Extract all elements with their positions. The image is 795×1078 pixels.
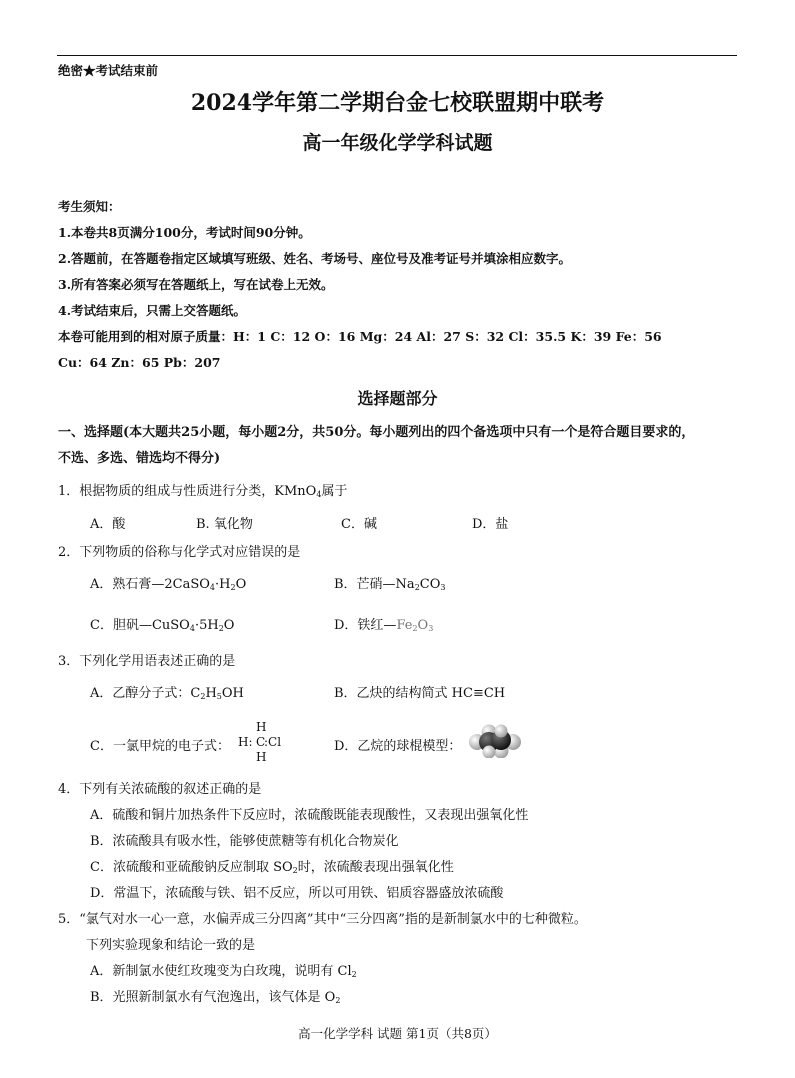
question-3-stem: 3．下列化学用语表述正确的是: [58, 654, 236, 669]
lewis-h-left: H:: [238, 735, 253, 749]
note-item-4: 4.考试结束后，只需上交答题纸。: [58, 303, 247, 318]
q2-option-d: D．铁红$—Fe_2O_3$: [334, 618, 434, 633]
top-rule: [57, 55, 737, 56]
note-item-3: 3.所有答案必须写在答题纸上，写在试卷上无效。: [58, 277, 334, 292]
section-instruction-2: 不选、多选、错选均不得分): [58, 451, 221, 466]
q2-option-a: A．熟石膏$—2CaSO_4\cdot H_2O$: [90, 577, 247, 592]
question-2-stem: 2．下列物质的俗称与化学式对应错误的是: [58, 545, 301, 560]
atomic-mass-line-1: 本卷可能用到的相对原子质量：H：1 C：12 O：16 Mg：24 Al：27 S：32 Cl：35.5 K：39 Fe：56: [58, 329, 662, 344]
ethane-ball-model-image: [467, 724, 523, 758]
notes-heading: 考生须知：: [58, 199, 121, 214]
lewis-cl-right: :Cl: [264, 735, 282, 749]
lewis-c-center: C: [256, 735, 266, 749]
question-1-stem: 1．根据物质的组成与性质进行分类，KMnO$_4$属于: [58, 484, 348, 499]
note-item-1: 1.本卷共8页满分100分，考试时间90分钟。: [58, 225, 311, 240]
q1-option-d: D．盐: [472, 517, 509, 532]
exam-title: 2024学年第二学期台金七校联盟期中联考: [190, 90, 605, 116]
note-item-2: 2.答题前，在答题卷指定区域填写班级、姓名、考场号、座位号及准考证号并填涂相应数字。: [58, 251, 572, 266]
section-title: 选择题部分: [357, 389, 438, 408]
q1-option-a: A．酸: [90, 517, 126, 532]
q4-option-c: C．浓硫酸和亚硫酸钠反应制取 $SO_2$时，浓硫酸表现出强氧化性: [90, 860, 454, 875]
section-instruction-1: 一、选择题(本大题共25小题，每小题2分，共50分。每小题列出的四个备选项中只有一个是符合题目要求的，: [58, 425, 695, 440]
question-4-stem: 4．下列有关浓硫酸的叙述正确的是: [58, 782, 262, 797]
q3-option-a: A．乙醇分子式：$C_2H_5OH$: [90, 686, 244, 701]
q1-option-c: C．碱: [341, 517, 377, 532]
q2-option-b: B．芒硝$—Na_2CO_3$: [334, 577, 446, 592]
confidential-label: 绝密★考试结束前: [58, 63, 159, 78]
exam-subtitle: 高一年级化学学科试题: [302, 132, 493, 154]
chloromethane-lewis-structure: [238, 720, 298, 766]
q1-option-b: B. 氧化物: [196, 517, 253, 532]
question-5-stem-2: 下列实验现象和结论一致的是: [86, 938, 256, 953]
q4-option-b: B．浓硫酸具有吸水性，能够使蔗糖等有机化合物炭化: [90, 834, 399, 849]
q4-option-a: A．硫酸和铜片加热条件下反应时，浓硫酸既能表现酸性，又表现出强氧化性: [90, 808, 529, 823]
q2-option-c: C．胆矾$—CuSO_4\cdot 5H_2O$: [90, 618, 235, 633]
lewis-h-top: H: [256, 720, 267, 734]
q3-option-c: C．一氯甲烷的电子式：: [90, 739, 230, 754]
q4-option-d: D．常温下，浓硫酸与铁、铝不反应，所以可用铁、铝质容器盛放浓硫酸: [90, 886, 504, 901]
q3-option-b: B．乙炔的结构简式 HC≡CH: [334, 686, 506, 701]
lewis-h-bottom: H: [256, 750, 267, 764]
question-5-stem: 5．“氯气对水一心一意，水偏弄成三分四离”其中“三分四离”指的是新制氯水中的七种微粒。: [58, 912, 587, 927]
q5-option-b: B．光照新制氯水有气泡逸出，该气体是 $O_2$: [90, 990, 341, 1005]
q5-option-a: A．新制氯水使红玫瑰变为白玫瑰，说明有 $Cl_2$: [90, 964, 357, 979]
q3-option-d: D．乙烷的球棍模型：: [334, 739, 462, 754]
atomic-mass-line-2: Cu：64 Zn：65 Pb：207: [58, 355, 221, 370]
page-footer: 高一化学学科 试题 第1页（共8页）: [298, 1026, 497, 1041]
